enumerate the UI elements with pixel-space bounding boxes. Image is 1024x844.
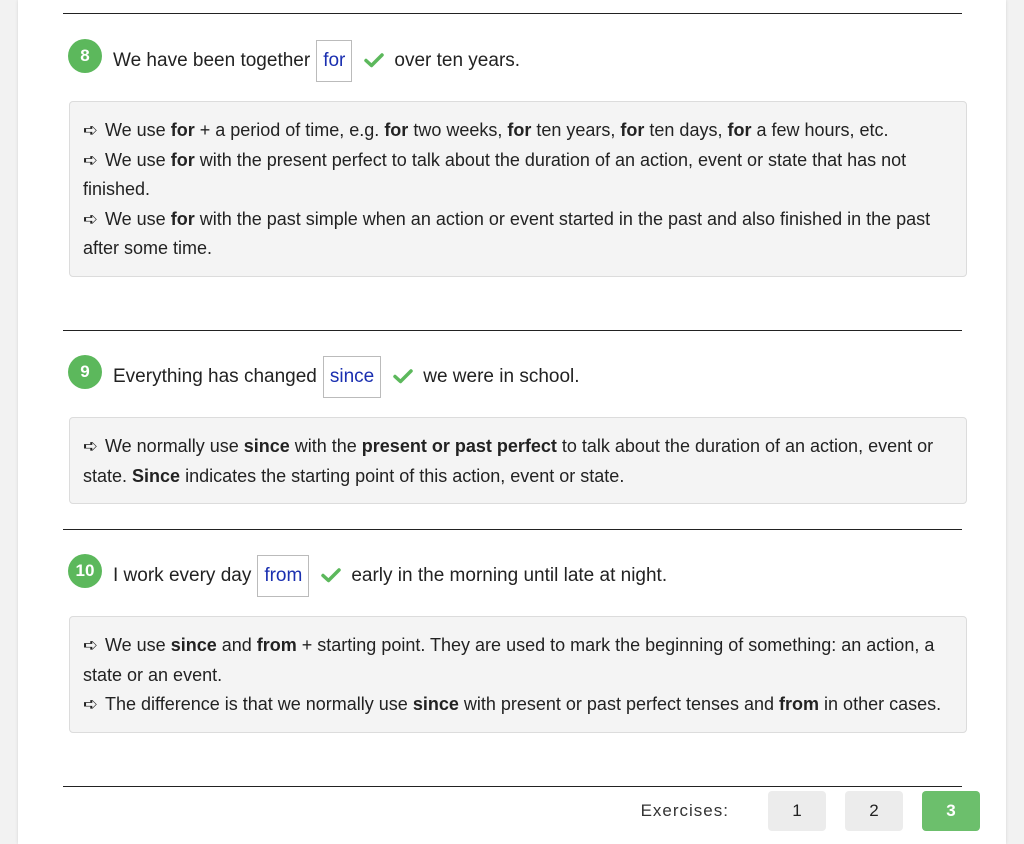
page-button-3[interactable]: 3 xyxy=(922,791,980,831)
arrow-icon: ➪ xyxy=(83,694,99,714)
explanation-text: in other cases. xyxy=(819,694,942,714)
question-number-badge: 9 xyxy=(68,355,102,389)
explanation-line xyxy=(83,205,953,264)
keyword: for xyxy=(727,120,752,140)
page-button-1[interactable]: 1 xyxy=(768,791,826,831)
pagination-label: Exercises: xyxy=(640,801,729,820)
check-icon xyxy=(393,368,415,386)
question-text-before: Everything has changed xyxy=(113,366,317,387)
explanation-text: We normally use xyxy=(105,436,244,456)
explanation-text: The difference is that we normally use xyxy=(105,694,413,714)
explanation-text: with the past simple when an action or event started in the past and also finished in the past after some time. xyxy=(83,208,931,258)
explanation-text: We use xyxy=(105,208,171,229)
explanation-line xyxy=(83,631,953,690)
question-text-after: we were in school. xyxy=(423,366,580,387)
exercise-pagination xyxy=(641,791,980,831)
keyword: since xyxy=(170,635,217,655)
keyword: Since xyxy=(132,465,181,486)
explanation-text: ten days, xyxy=(644,120,728,140)
divider xyxy=(63,13,962,14)
explanation-text: + starting point. They are used to mark the beginning of something: an action, a state or an event. xyxy=(83,635,935,685)
keyword: since xyxy=(412,694,459,714)
explanation-line xyxy=(83,146,953,205)
divider xyxy=(63,330,962,331)
explanation-text: indicates the starting point of this action, event or state. xyxy=(180,465,625,486)
answer-field[interactable]: since xyxy=(323,356,381,398)
explanation-line xyxy=(83,690,953,720)
question-9 xyxy=(68,356,580,398)
explanation-text: two weeks, xyxy=(408,120,508,140)
exercise-page xyxy=(18,0,1006,844)
keyword: for xyxy=(170,149,195,170)
question-number-badge: 10 xyxy=(68,554,102,588)
explanation-text: ten years, xyxy=(531,120,621,140)
answer-field[interactable]: from xyxy=(257,555,309,597)
question-10 xyxy=(68,555,667,597)
explanation-line xyxy=(83,432,953,491)
question-8 xyxy=(68,40,520,82)
explanation-text: with the xyxy=(289,436,362,456)
arrow-icon: ➪ xyxy=(83,208,99,229)
keyword: from xyxy=(779,694,820,714)
arrow-icon: ➪ xyxy=(83,149,99,170)
keyword: for xyxy=(620,120,645,140)
keyword: for xyxy=(384,120,409,140)
explanation-line xyxy=(83,116,953,146)
page-button-2[interactable]: 2 xyxy=(845,791,903,831)
answer-field[interactable]: for xyxy=(316,40,352,82)
divider xyxy=(63,786,962,787)
check-icon xyxy=(364,52,386,70)
explanation-text: We use xyxy=(105,120,171,140)
explanation-text: and xyxy=(216,635,257,655)
question-number-badge: 8 xyxy=(68,39,102,73)
question-text-before: I work every day xyxy=(113,565,252,586)
explanation-text: a few hours, etc. xyxy=(751,120,889,140)
explanation-text: to talk about the duration of an action, event or state. xyxy=(83,436,934,486)
keyword: from xyxy=(256,635,297,655)
explanation-box xyxy=(69,417,967,504)
explanation-box xyxy=(69,616,967,733)
question-text-after: over ten years. xyxy=(394,50,521,71)
explanation-text: We use xyxy=(105,149,171,170)
arrow-icon: ➪ xyxy=(83,120,99,140)
explanation-text: with present or past perfect tenses and xyxy=(458,694,780,714)
keyword: for xyxy=(507,120,532,140)
arrow-icon: ➪ xyxy=(83,436,99,456)
divider xyxy=(63,529,962,530)
keyword: for xyxy=(170,120,195,140)
keyword: present or past perfect xyxy=(361,436,557,456)
question-text-after: early in the morning until late at night. xyxy=(351,565,668,586)
explanation-text: We use xyxy=(105,635,171,655)
check-icon xyxy=(321,567,343,585)
explanation-box xyxy=(69,101,967,277)
arrow-icon: ➪ xyxy=(83,635,99,655)
keyword: since xyxy=(243,436,290,456)
explanation-text: with the present perfect to talk about the duration of an action, event or state that has not finished. xyxy=(83,149,907,199)
question-text-before: We have been together xyxy=(113,50,311,71)
explanation-text: + a period of time, e.g. xyxy=(194,120,385,140)
keyword: for xyxy=(170,208,195,229)
